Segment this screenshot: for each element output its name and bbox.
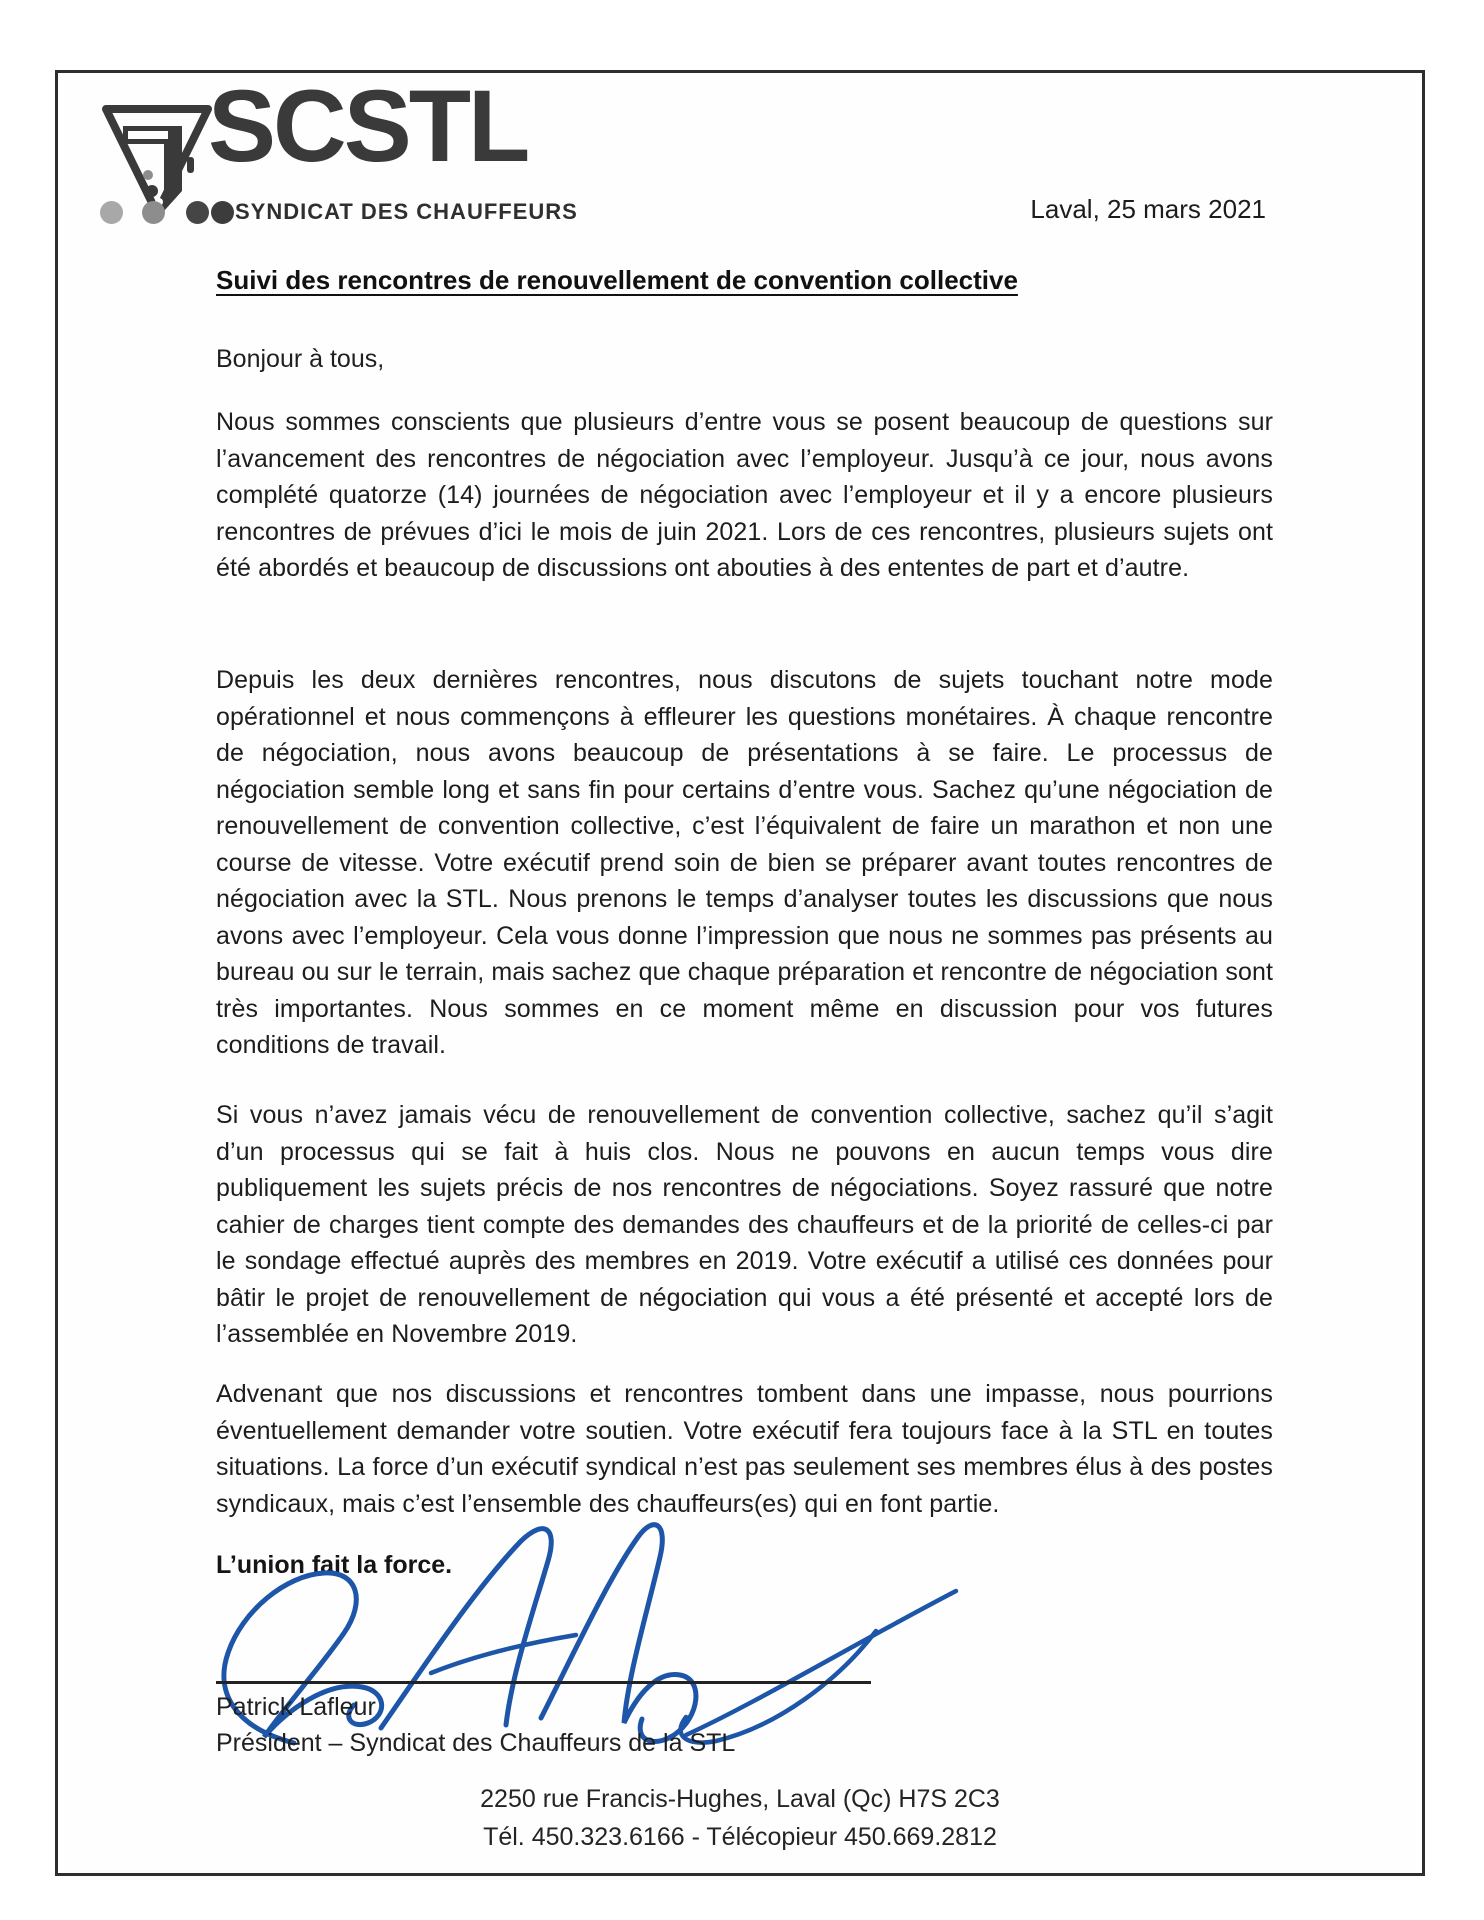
logo-dots-row: [100, 199, 578, 225]
letter-paragraph: Advenant que nos discussions et rencontres tombent dans une impasse, nous pourrions éventuellement demander votre soutien. Votre exécutif fera toujours face à la STL en toutes situations. La force d’un exécutif syndical n’est pas seulement ses membres élus à des postes syndicaux, mais c’est l’ensemble des chauffeurs(es) qui en font partie.: [216, 1380, 1273, 1518]
letter-subject-title: Suivi des rencontres de renouvellement de convention collective: [216, 265, 1018, 295]
logo-dot-dark: [211, 201, 234, 224]
signature-line: [216, 1681, 871, 1684]
logo-dot-light: [100, 201, 123, 224]
letter-date: Laval, 25 mars 2021: [1030, 194, 1266, 224]
logo-dot-dark: [186, 201, 209, 224]
letter-paragraph: Depuis les deux dernières rencontres, nous discutons de sujets touchant notre mode opérationnel et nous commençons à effleurer les questions monétaires. À chaque rencontre de négociation, nous avons beaucoup de présentations à se faire. Le processus de négociation semble long et sans fin pour certains d’entre vous. Sachez qu’une négociation de renouvellement de convention collective, c’est l’équivalent de faire un marathon et non une course de vitesse. Votre exécutif prend soin de bien se préparer avant toutes rencontres de négociation avec la STL. Nous prenons le temps d’analyser toutes les discussions que nous avons avec l’employeur. Cela vous donne l’impression que nous ne sommes pas présents au bureau ou sur le terrain, mais sachez que chaque préparation et rencontre de négociation sont très importantes. Nous sommes en ce moment même en discussion pour vos futures conditions de travail.: [216, 666, 1273, 1059]
signer-name: Patrick Lafleur: [216, 1693, 376, 1721]
letter-greeting: Bonjour à tous,: [216, 345, 385, 373]
closing-slogan: L’union fait la force.: [216, 1551, 453, 1579]
logo-subtitle: SYNDICAT DES CHAUFFEURS: [235, 199, 578, 224]
logo-acronym: SCSTL: [208, 69, 528, 183]
logo-dot-medium: [142, 201, 165, 224]
signer-title: Président – Syndicat des Chauffeurs de la STL: [216, 1729, 736, 1757]
footer-address: 2250 rue Francis-Hughes, Laval (Qc) H7S 2C3: [480, 1785, 1000, 1813]
letter-page-frame: [55, 70, 1425, 1876]
letter-paragraph: Si vous n’avez jamais vécu de renouvellement de convention collective, sachez qu’il s’agit d’un processus qui se fait à huis clos. Nous ne pouvons en aucun temps vous dire publiquement les sujets précis de nos rencontres de négociations. Soyez rassuré que notre cahier de charges tient compte des demandes des chauffeurs et de la priorité de celles-ci par le sondage effectué auprès des membres en 2019. Votre exécutif a utilisé ces données pour bâtir le projet de renouvellement de négociation qui vous a été présenté et accepté lors de l’assemblée en Novembre 2019.: [216, 1101, 1273, 1348]
footer-phone: Tél. 450.323.6166 - Télécopieur 450.669.2812: [483, 1823, 997, 1851]
letter-paragraph: Nous sommes conscients que plusieurs d’entre vous se posent beaucoup de questions sur l’avancement des rencontres de négociation avec l’employeur. Jusqu’à ce jour, nous avons complété quatorze (14) journées de négociation avec l’employeur et il y a encore plusieurs rencontres de prévues d’ici le mois de juin 2021. Lors de ces rencontres, plusieurs sujets ont été abordés et beaucoup de discussions ont abouties à des ententes de part et d’autre.: [216, 408, 1273, 582]
